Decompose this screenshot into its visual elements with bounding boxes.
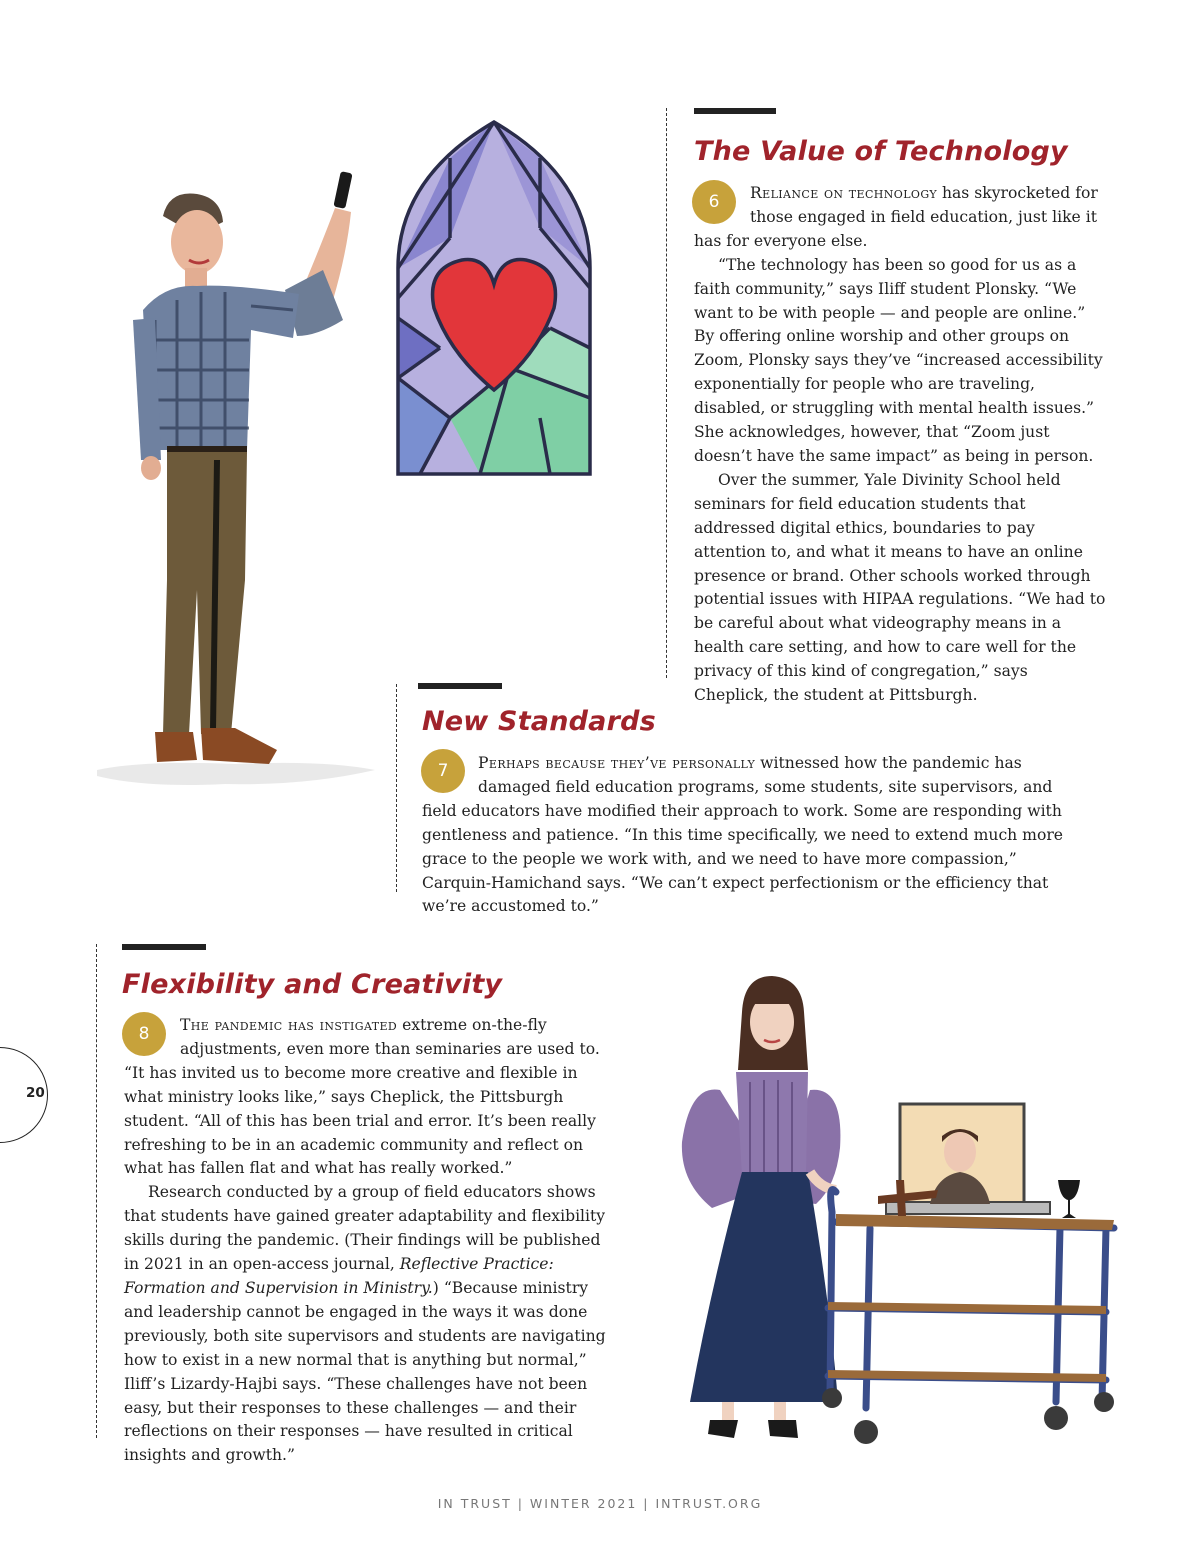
section-rule-standards	[396, 684, 397, 892]
man-taking-selfie-illustration	[85, 160, 385, 800]
paragraph-standards-1: witnessed how the pandemic has damaged field education programs, some students, site supervisors, and field educators have modified their approach to work. Some are responding with gentleness and patience. “In this time specifically, we need to extend much more grace to the people we work with, and we need to have more compassion,” Carquin-Hamichand says. “We can’t expect perfectionism or the efficiency that we’re accustomed to.”	[422, 754, 1064, 916]
paragraph-flexibility-2: Research conducted by a group of field educators shows that students have gained greater adaptability and flexibility skills during the pandemic. (Their findings will be published in 2021 in an open-access journal,	[124, 1183, 606, 1274]
section-rule-flexibility	[96, 944, 97, 1438]
heading-standards: New Standards	[422, 706, 656, 737]
paragraph-flexibility-1: extreme on-the-fly adjustments, even more than seminaries are used to. “It has invited us to become more creative and flexible in what ministry looks like,” says Cheplick, the Pittsburgh student. “All of this has been trial and error. It’s been really refreshing to be in an academic community and reflect on what has fallen flat and what has really worked.”	[124, 1016, 600, 1178]
heading-technology: The Value of Technology	[694, 136, 1068, 167]
article-standards	[422, 752, 1090, 919]
badge-spacer	[124, 1014, 180, 1060]
stained-glass-heart-window-illustration	[390, 118, 600, 480]
paragraph-technology-2: “The technology has been so good for us as a faith community,” says Iliff student Plonsky. “We want to be with people — and people are online.” By offering online worship and other groups on Zoom, Plonsky says they’ve “increased accessibility exponentially for people who are traveling, disabled, or struggling with mental health issues.” She acknowledges, however, that “Zoom just doesn’t have the same impact” as being in person.	[694, 255, 1103, 465]
page-number: 20	[26, 1085, 45, 1101]
paragraph-flexibility-2-end: ) “Because ministry and leadership cannot be engaged in the ways it was done previously, both site supervisors and students are navigating how to exist in a new normal that is anything but normal,” Iliff’s Lizardy-Hajbi says. “These challenges have not been easy, but their responses to these challenges — and their reflections on their responses — have resulted in critical insights and growth.”	[124, 1278, 606, 1465]
number-badge-6: 6	[692, 180, 736, 224]
article-technology	[694, 182, 1106, 708]
paragraph-technology-3: Over the summer, Yale Divinity School held seminars for field education students that addressed digital ethics, boundaries to pay attention to, and what it means to have an online presence or brand. Other schools worked through potential issues with HIPAA regulations. “We had to be careful about what videography means in a health care setting, and how to care well for the privacy of this kind of congregation,” says Cheplick, the student at Pittsburgh.	[694, 470, 1106, 705]
heading-flexibility: Flexibility and Creativity	[122, 969, 503, 1000]
badge-spacer	[694, 182, 750, 228]
heading-bar-flexibility	[122, 944, 206, 950]
lead-in-standards: Perhaps because they’ve personally	[478, 754, 756, 772]
article-flexibility	[124, 1014, 614, 1468]
heading-bar-standards	[418, 683, 502, 689]
woman-with-laptop-cart-illustration	[660, 972, 1130, 1458]
heading-bar-technology	[694, 108, 776, 114]
number-badge-8: 8	[122, 1012, 166, 1056]
lead-in-flexibility: The pandemic has instigated	[180, 1016, 398, 1034]
journal-title: Reflective Practice: Formation and Supervision in Ministry.	[124, 1255, 554, 1297]
page-footer: IN TRUST | WINTER 2021 | INTRUST.ORG	[437, 1496, 763, 1511]
badge-spacer	[422, 752, 478, 798]
paragraph-technology-1: has skyrocketed for those engaged in field education, just like it has for everyone else.	[694, 184, 1098, 250]
lead-in-technology: Reliance on technology	[750, 184, 937, 202]
section-rule-technology	[666, 108, 667, 678]
number-badge-7: 7	[421, 749, 465, 793]
